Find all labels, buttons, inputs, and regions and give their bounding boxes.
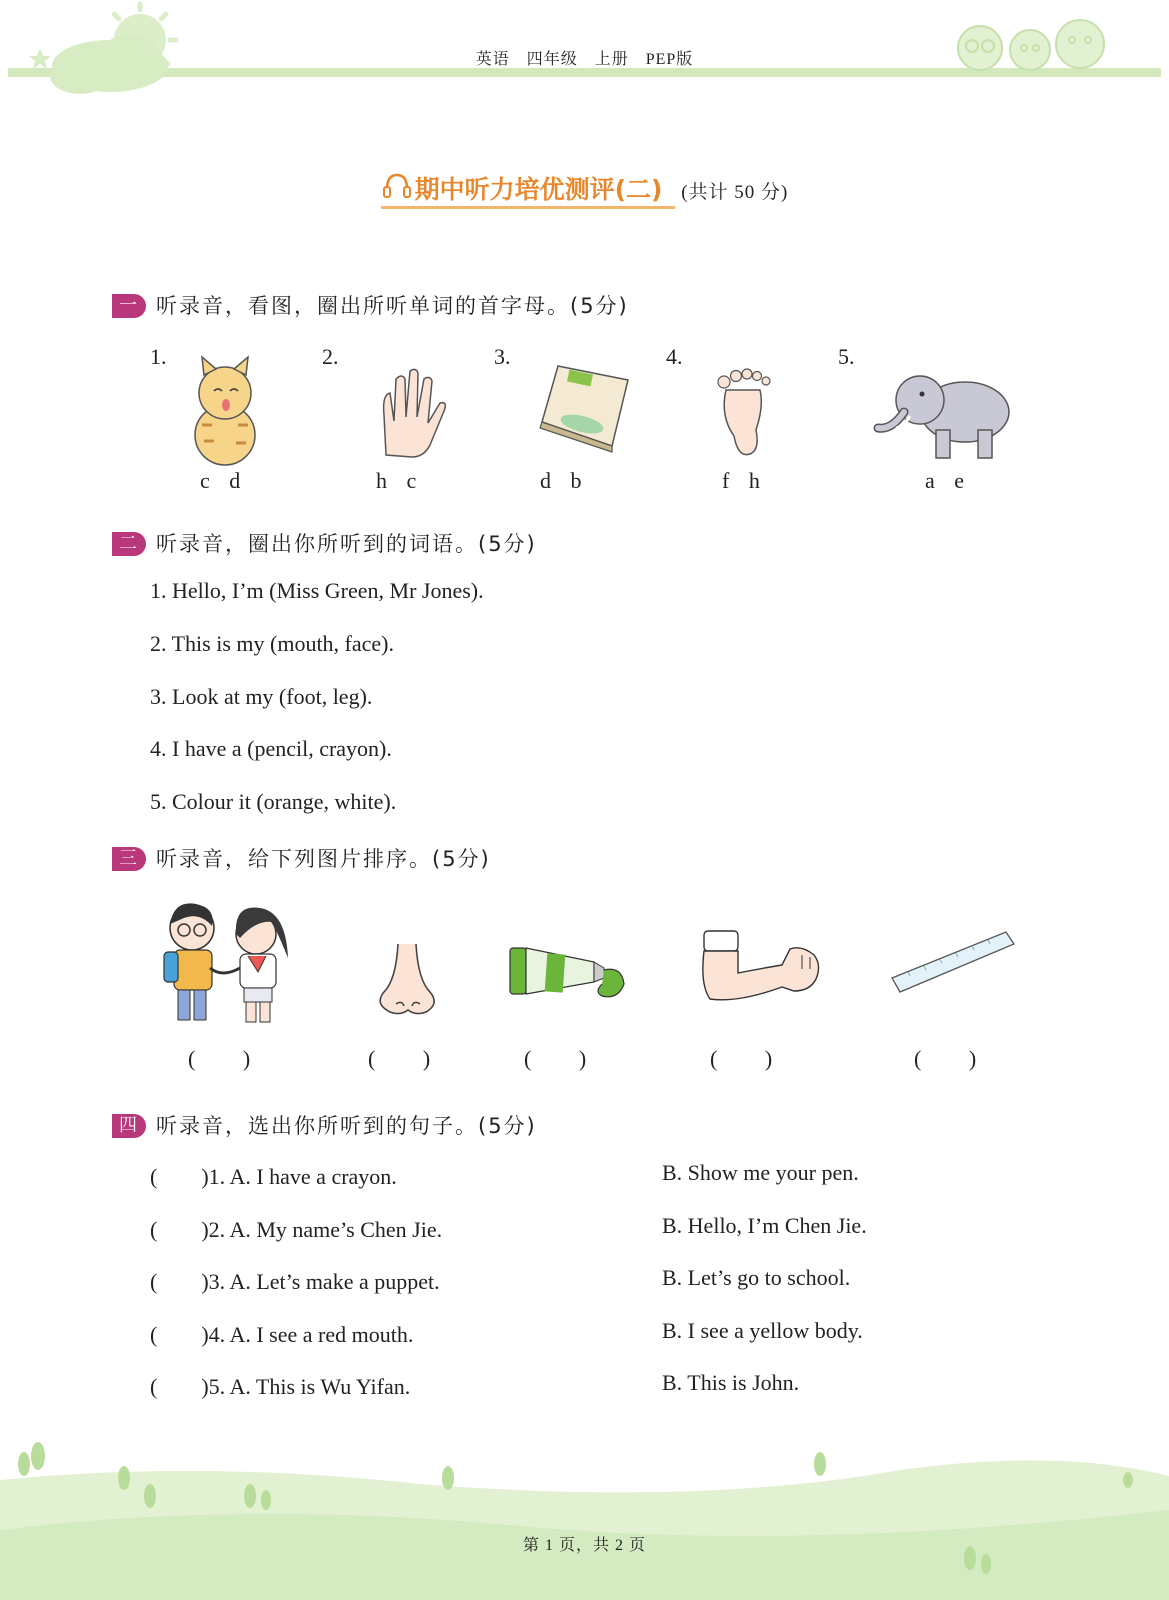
section-badge: 三 (112, 847, 146, 871)
section2-heading (112, 528, 537, 558)
item-number: 3. (494, 344, 511, 369)
choice-left: ( )2. A. My name’s Chen Jie. (150, 1217, 443, 1242)
footer-landscape (0, 1440, 1169, 1600)
item-number: 5. (838, 344, 855, 369)
answer-options: c d (200, 468, 241, 493)
headphones-icon (383, 171, 411, 203)
choice-right: B. I see a yellow body. (662, 1318, 863, 1343)
question-line: 5. Colour it (orange, white). (150, 789, 397, 814)
question-line: 1. Hello, I’m (Miss Green, Mr Jones). (150, 578, 484, 603)
section-heading-text: 听录音，给下列图片排序。(5分) (156, 847, 491, 871)
glue-icon (506, 940, 636, 1010)
answer-options: f h (722, 468, 760, 493)
title-main-text: 期中听力培优测评(二) (414, 175, 663, 204)
kids-greeting-icon (160, 898, 300, 1028)
choice-left: ( )3. A. Let’s make a puppet. (150, 1269, 440, 1294)
item-number: 4. (666, 344, 683, 369)
answer-options: h c (376, 468, 417, 493)
nose-icon (374, 940, 444, 1020)
choice-left: ( )4. A. I see a red mouth. (150, 1322, 414, 1347)
answer-options: d b (540, 468, 582, 493)
elephant-icon (870, 368, 1020, 468)
choice-right: B. Hello, I’m Chen Jie. (662, 1213, 867, 1238)
section-badge: 二 (112, 532, 146, 556)
section1-heading (112, 290, 629, 320)
item-number: 1. (150, 344, 167, 369)
section-badge: 一 (112, 294, 146, 318)
order-blank[interactable]: ( ) (188, 1046, 251, 1071)
order-blank[interactable]: ( ) (368, 1046, 431, 1071)
section-heading-text: 听录音，圈出你所听到的词语。(5分) (156, 532, 537, 556)
choice-right: B. Let’s go to school. (662, 1265, 851, 1290)
section4-heading (112, 1110, 537, 1140)
header-title: 英语 四年级 上册 PEP版 (475, 51, 694, 68)
foot-icon (712, 366, 772, 461)
title-main (381, 175, 676, 209)
title-sub: (共计 50 分) (681, 182, 789, 203)
cat-icon (180, 355, 270, 470)
choice-right: B. Show me your pen. (662, 1160, 859, 1185)
question-line: 3. Look at my (foot, leg). (150, 684, 373, 709)
section-heading-text: 听录音，选出你所听到的句子。(5分) (156, 1114, 537, 1138)
question-line: 4. I have a (pencil, crayon). (150, 736, 392, 761)
choice-left: ( )1. A. I have a crayon. (150, 1164, 397, 1189)
answer-options: a e (925, 468, 965, 493)
ruler-icon (888, 928, 1018, 998)
order-blank[interactable]: ( ) (710, 1046, 773, 1071)
hand-icon (372, 365, 452, 460)
section3-heading (112, 843, 491, 873)
question-line: 2. This is my (mouth, face). (150, 631, 394, 656)
page-title (0, 170, 1169, 206)
order-blank[interactable]: ( ) (524, 1046, 587, 1071)
choice-left: ( )5. A. This is Wu Yifan. (150, 1374, 411, 1399)
section-badge: 四 (112, 1114, 146, 1138)
page-number: 第 1 页，共 2 页 (522, 1537, 646, 1554)
choice-right: B. This is John. (662, 1370, 800, 1395)
section-heading-text: 听录音，看图，圈出所听单词的首字母。(5分) (156, 294, 629, 318)
book-icon (532, 362, 632, 452)
order-blank[interactable]: ( ) (914, 1046, 977, 1071)
arm-icon (698, 925, 828, 1005)
item-number: 2. (322, 344, 339, 369)
